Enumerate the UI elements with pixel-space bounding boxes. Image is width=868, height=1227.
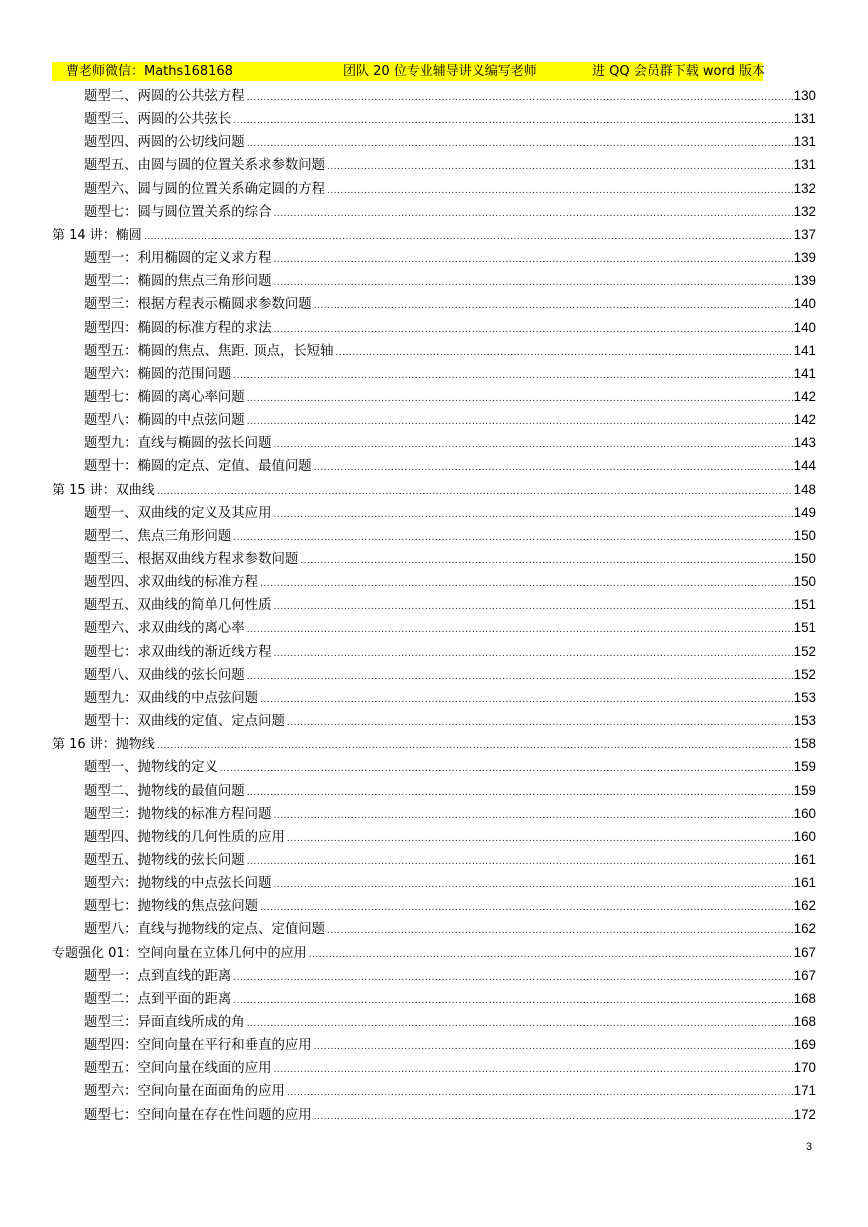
toc-entry-title: 题型二、焦点三角形问题 bbox=[84, 528, 232, 544]
toc-entry-page: 169 bbox=[793, 1037, 816, 1053]
toc-entry-page: 144 bbox=[793, 458, 816, 474]
toc-entry-page: 162 bbox=[793, 898, 816, 914]
toc-entry-page: 152 bbox=[793, 643, 816, 659]
toc-entry-page: 160 bbox=[793, 828, 816, 844]
toc-section-entry[interactable] bbox=[0, 825, 868, 848]
toc-section-entry[interactable] bbox=[0, 246, 868, 269]
toc-section-entry[interactable] bbox=[0, 200, 868, 223]
toc-entry-page: 167 bbox=[793, 967, 816, 983]
toc-entry-page: 148 bbox=[793, 481, 816, 497]
toc-section-entry[interactable] bbox=[0, 385, 868, 408]
toc-entry-title: 题型二：椭圆的焦点三角形问题 bbox=[84, 274, 272, 290]
toc-section-entry[interactable] bbox=[0, 640, 868, 663]
toc-entry-title: 题型三、两圆的公共弦长 bbox=[84, 112, 232, 128]
toc-section-entry[interactable] bbox=[0, 177, 868, 200]
toc-entry-page: 132 bbox=[793, 203, 816, 219]
toc-entry-title: 题型一、抛物线的定义 bbox=[84, 760, 218, 776]
toc-entry-page: 150 bbox=[793, 574, 816, 590]
toc-entry-page: 151 bbox=[793, 620, 816, 636]
toc-section-entry[interactable] bbox=[0, 917, 868, 940]
toc-entry-page: 161 bbox=[793, 851, 816, 867]
toc-section-entry[interactable] bbox=[0, 964, 868, 987]
toc-entry-title: 题型五：空间向量在线面的应用 bbox=[84, 1061, 272, 1077]
toc-entry-page: 158 bbox=[793, 736, 816, 752]
toc-section-entry[interactable] bbox=[0, 686, 868, 709]
toc-entry-title: 题型三、根据双曲线方程求参数问题 bbox=[84, 552, 299, 567]
toc-entry-page: 150 bbox=[793, 527, 816, 543]
toc-entry-page: 131 bbox=[793, 111, 816, 127]
toc-entry-title: 题型五：椭圆的焦点、焦距. 顶点，长短轴 bbox=[84, 343, 334, 359]
toc-section-entry[interactable] bbox=[0, 894, 868, 917]
toc-entry-title: 题型三：根据方程表示椭圆求参数问题 bbox=[84, 297, 312, 313]
toc-entry-title: 题型六：空间向量在面面角的应用 bbox=[84, 1084, 285, 1100]
toc-entry-page: 161 bbox=[793, 875, 816, 891]
toc-entry-title: 题型八、双曲线的弦长问题 bbox=[84, 667, 245, 683]
toc-section-entry[interactable] bbox=[0, 593, 868, 616]
toc-section-entry[interactable] bbox=[0, 616, 868, 639]
toc-entry-title: 题型一、双曲线的定义及其应用 bbox=[84, 505, 272, 521]
toc-entry-title: 题型四：椭圆的标准方程的求法 bbox=[84, 320, 272, 336]
toc-entry-title: 题型七：圆与圆位置关系的综合 bbox=[84, 204, 272, 220]
toc-section-entry[interactable] bbox=[0, 848, 868, 871]
toc-entry-title: 题型六、圆与圆的位置关系确定圆的方程 bbox=[84, 181, 326, 197]
toc-entry-title: 题型七：求双曲线的渐近线方程 bbox=[84, 644, 272, 660]
toc-section-entry[interactable] bbox=[0, 755, 868, 778]
header-banner bbox=[52, 62, 763, 81]
toc-entry-title: 题型四、求双曲线的标准方程 bbox=[84, 575, 259, 591]
toc-entry-page: 151 bbox=[793, 597, 816, 613]
toc-entry-page: 153 bbox=[793, 689, 816, 705]
header-download: 进 QQ 会员群下载 word 版本 bbox=[592, 64, 765, 79]
toc-section-entry[interactable] bbox=[0, 84, 868, 107]
toc-entry-page: 162 bbox=[793, 921, 816, 937]
toc-entry-title: 题型五、抛物线的弦长问题 bbox=[84, 852, 245, 868]
toc-entry-page: 159 bbox=[793, 759, 816, 775]
toc-section-entry[interactable] bbox=[0, 454, 868, 477]
toc-section-entry[interactable] bbox=[0, 1103, 868, 1126]
toc-entry-title: 题型一：利用椭圆的定义求方程 bbox=[84, 251, 272, 267]
toc-entry-title: 专题强化 01：空间向量在立体几何中的应用 bbox=[52, 945, 307, 961]
toc-section-entry[interactable] bbox=[0, 1056, 868, 1079]
toc-section-entry[interactable] bbox=[0, 339, 868, 362]
toc-entry-page: 172 bbox=[793, 1106, 816, 1122]
toc-entry-page: 160 bbox=[793, 805, 816, 821]
toc-section-entry[interactable] bbox=[0, 663, 868, 686]
toc-section-entry[interactable] bbox=[0, 107, 868, 130]
toc-entry-page: 131 bbox=[793, 134, 816, 150]
toc-section-entry[interactable] bbox=[0, 1033, 868, 1056]
toc-entry-title: 题型二、两圆的公共弦方程 bbox=[84, 89, 245, 104]
toc-entry-title: 题型六：抛物线的中点弦长问题 bbox=[84, 876, 272, 892]
toc-entry-title: 题型九：双曲线的中点弦问题 bbox=[84, 690, 259, 706]
toc-entry-page: 171 bbox=[793, 1083, 816, 1099]
toc-entry-page: 159 bbox=[793, 782, 816, 798]
toc-entry-page: 130 bbox=[793, 88, 816, 103]
toc-section-entry[interactable] bbox=[0, 987, 868, 1010]
toc-section-entry[interactable] bbox=[0, 1010, 868, 1033]
toc-entry-title: 题型八：椭圆的中点弦问题 bbox=[84, 413, 245, 429]
toc-entry-title: 题型五、双曲线的简单几何性质 bbox=[84, 598, 272, 614]
toc-entry-title: 题型二：点到平面的距离 bbox=[84, 991, 232, 1007]
toc-entry-title: 题型五、由圆与圆的位置关系求参数问题 bbox=[84, 158, 326, 174]
toc-section-entry[interactable] bbox=[0, 292, 868, 315]
toc-section-entry[interactable] bbox=[0, 802, 868, 825]
toc-entry-title: 题型六：椭圆的范围问题 bbox=[84, 366, 232, 382]
toc-section-entry[interactable] bbox=[0, 316, 868, 339]
toc-section-entry[interactable] bbox=[0, 871, 868, 894]
toc-entry-title: 题型十：双曲线的定值、定点问题 bbox=[84, 714, 285, 730]
toc-section-entry[interactable] bbox=[0, 779, 868, 802]
toc-entry-title: 题型三：抛物线的标准方程问题 bbox=[84, 806, 272, 822]
toc-entry-page: 140 bbox=[793, 319, 816, 335]
toc-entry-title: 题型七：空间向量在存在性问题的应用 bbox=[84, 1107, 312, 1123]
toc-entry-title: 题型二、抛物线的最值问题 bbox=[84, 783, 245, 799]
toc-leader-dots bbox=[314, 1106, 793, 1129]
toc-section-entry[interactable] bbox=[0, 570, 868, 593]
toc-entry-title: 第 15 讲：双曲线 bbox=[52, 482, 155, 498]
toc-entry-title: 第 16 讲：抛物线 bbox=[52, 737, 155, 753]
toc-entry-page: 168 bbox=[793, 990, 816, 1006]
toc-entry-title: 题型一：点到直线的距离 bbox=[84, 968, 232, 984]
toc-section-entry[interactable] bbox=[0, 1079, 868, 1102]
toc-entry-page: 168 bbox=[793, 1014, 816, 1029]
toc-entry-page: 131 bbox=[793, 157, 816, 173]
toc-entry-page: 143 bbox=[793, 435, 816, 451]
toc-section-entry[interactable] bbox=[0, 269, 868, 292]
toc-section-entry[interactable] bbox=[0, 362, 868, 385]
toc-entry-page: 141 bbox=[793, 342, 816, 358]
header-team: 团队 20 位专业辅导讲义编写老师 bbox=[343, 64, 537, 79]
toc-entry-page: 167 bbox=[793, 944, 816, 960]
toc-entry-page: 149 bbox=[793, 504, 816, 520]
toc-chapter-entry[interactable] bbox=[0, 941, 868, 964]
toc-entry-title: 题型四：空间向量在平行和垂直的应用 bbox=[84, 1038, 312, 1054]
toc-entry-title: 题型七：抛物线的焦点弦问题 bbox=[84, 899, 259, 915]
toc-entry-title: 题型六、求双曲线的离心率 bbox=[84, 621, 245, 637]
toc-section-entry[interactable] bbox=[0, 431, 868, 454]
toc-entry-page: 137 bbox=[793, 226, 816, 242]
toc-entry-title: 题型四、抛物线的几何性质的应用 bbox=[84, 829, 285, 845]
toc-entry-page: 153 bbox=[793, 713, 816, 729]
toc-entry-title: 第 14 讲：椭圆 bbox=[52, 227, 142, 243]
toc-chapter-entry[interactable] bbox=[0, 223, 868, 246]
toc-entry-title: 题型四、两圆的公切线问题 bbox=[84, 135, 245, 151]
toc-chapter-entry[interactable] bbox=[0, 478, 868, 501]
toc-section-entry[interactable] bbox=[0, 153, 868, 176]
toc-entry-page: 139 bbox=[793, 273, 816, 289]
toc-section-entry[interactable] bbox=[0, 709, 868, 732]
page-number: 3 bbox=[806, 1141, 813, 1153]
toc-entry-page: 142 bbox=[793, 388, 816, 404]
toc-section-entry[interactable] bbox=[0, 130, 868, 153]
toc-entry-page: 170 bbox=[793, 1060, 816, 1076]
toc-section-entry[interactable] bbox=[0, 501, 868, 524]
toc-entry-page: 139 bbox=[793, 250, 816, 266]
toc-section-entry[interactable] bbox=[0, 524, 868, 547]
toc-entry-title: 题型三：异面直线所成的角 bbox=[84, 1015, 245, 1030]
toc-entry-title: 题型九：直线与椭圆的弦长问题 bbox=[84, 436, 272, 452]
toc-entry-page: 142 bbox=[793, 412, 816, 428]
toc-chapter-entry[interactable] bbox=[0, 732, 868, 755]
toc-entry-title: 题型十：椭圆的定点、定值、最值问题 bbox=[84, 459, 312, 475]
toc-entry-title: 题型七：椭圆的离心率问题 bbox=[84, 389, 245, 405]
toc-entry-page: 141 bbox=[793, 365, 816, 381]
toc-entry-title: 题型八：直线与抛物线的定点、定值问题 bbox=[84, 922, 326, 938]
toc-entry-page: 150 bbox=[793, 551, 816, 566]
toc-entry-page: 132 bbox=[793, 180, 816, 196]
header-contact: 曹老师微信：Maths168168 bbox=[66, 64, 233, 79]
toc-entry-page: 152 bbox=[793, 666, 816, 682]
toc-entry-page: 140 bbox=[793, 296, 816, 312]
toc-section-entry[interactable] bbox=[0, 547, 868, 570]
toc-section-entry[interactable] bbox=[0, 408, 868, 431]
